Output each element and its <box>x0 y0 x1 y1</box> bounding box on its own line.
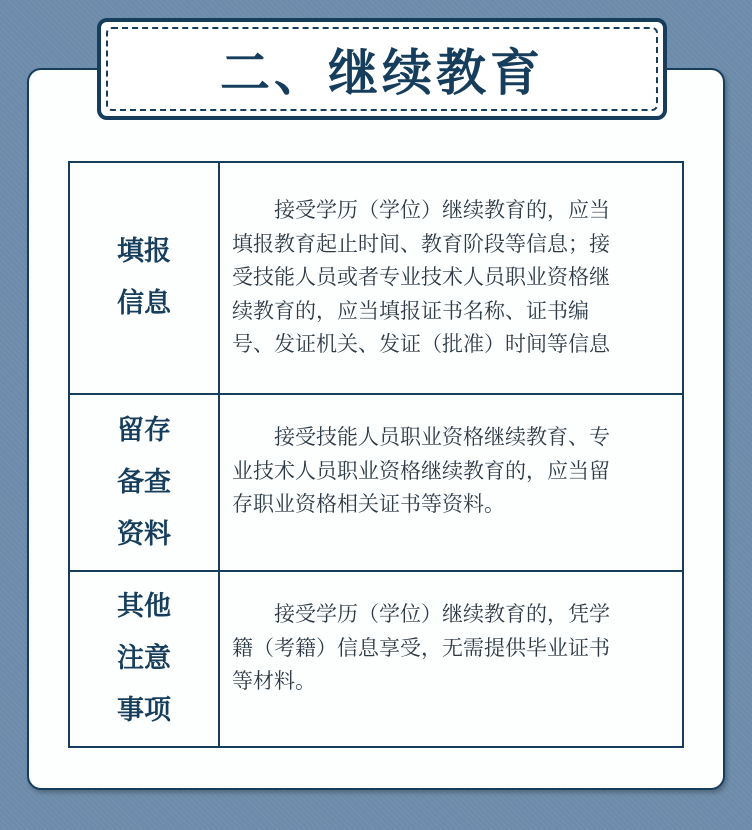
row-content <box>219 571 683 747</box>
label-line: 留存 <box>117 414 171 446</box>
info-table <box>68 161 684 748</box>
table-row <box>69 571 683 747</box>
page-title: 二、继续教育 <box>220 44 544 102</box>
row-content <box>219 162 683 394</box>
label-line: 注意 <box>117 643 171 674</box>
content-line: 业技术人员职业资格继续教育的，应当留 <box>232 458 610 483</box>
content-line: 接受学历（学位）继续教育的，凭学 <box>274 602 610 626</box>
title-banner <box>97 18 667 120</box>
row-content <box>219 394 683 571</box>
table-row <box>69 394 683 571</box>
label-line: 信息 <box>117 288 171 319</box>
content-line: 存职业资格相关证书等资料。 <box>232 492 505 516</box>
label-line: 备查 <box>117 466 171 498</box>
row-label <box>69 394 219 571</box>
content-line: 等材料。 <box>232 669 316 693</box>
title-dashed-frame <box>106 27 658 111</box>
label-line: 填报 <box>117 236 171 267</box>
label-line: 事项 <box>117 695 171 726</box>
row-label <box>69 571 219 747</box>
row-label <box>69 162 219 394</box>
content-line: 填报教育起止时间、教育阶段等信息；接 <box>232 231 610 256</box>
content-line: 号、发证机关、发证（批准）时间等信息 <box>232 332 610 357</box>
content-line: 籍（考籍）信息享受，无需提供毕业证书 <box>232 635 610 660</box>
table-row <box>69 162 683 394</box>
content-line: 接受学历（学位）继续教育的，应当 <box>274 198 610 223</box>
content-line: 受技能人员或者专业技术人员职业资格继 <box>232 265 610 290</box>
label-line: 其他 <box>117 591 171 622</box>
label-line: 资料 <box>117 518 171 550</box>
content-line: 续教育的，应当填报证书名称、证书编 <box>232 298 589 323</box>
content-line: 接受技能人员职业资格继续教育、专 <box>274 425 610 449</box>
